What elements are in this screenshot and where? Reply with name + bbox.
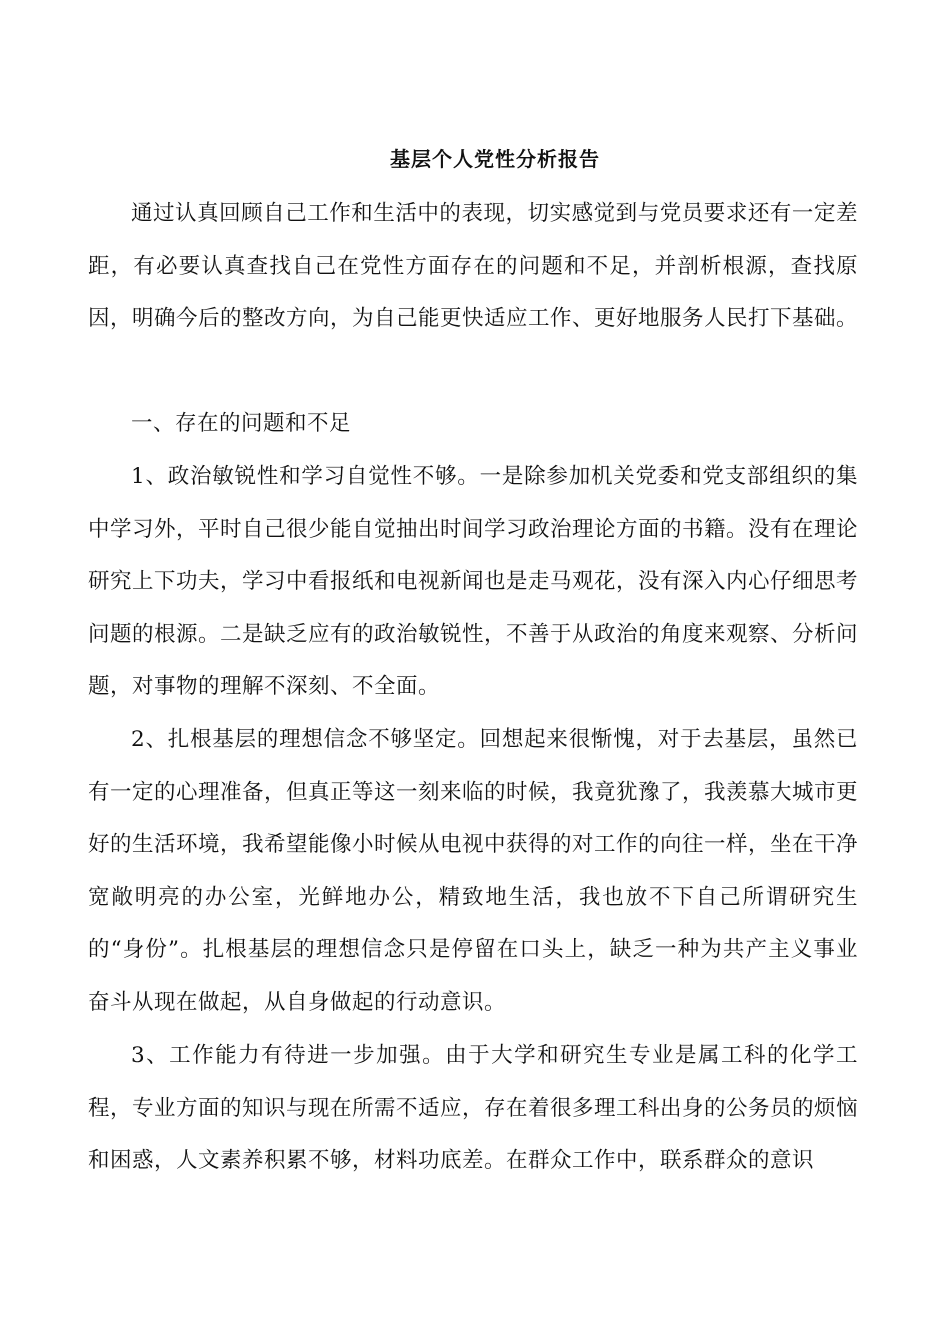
issue-paragraph-2: 2、扎根基层的理想信念不够坚定。回想起来很惭愧，对于去基层，虽然已有一定的心理准备，但真正等这一刻来临的时候，我竟犹豫了，我羡慕大城市更好的生活环境，我希望能像小时候从电视中获得的对工作的向往一样，坐在干净宽敞明亮的办公室，光鲜地办公，精致地生活，我也放不下自己所谓研究生的“身份”。扎根基层的理想信念只是停留在口头上，缺乏一种为共产主义事业奋斗从现在做起，从自身做起的行动意识。 [88, 727, 859, 1015]
intro-paragraph: 通过认真回顾自己工作和生活中的表现，切实感觉到与党员要求还有一定差距，有必要认真查找自己在党性方面存在的问题和不足，并剖析根源，查找原因，明确今后的整改方向，为自己能更快适应工作、更好地服务人民打下基础。 [88, 201, 859, 332]
issue-paragraph-3: 3、工作能力有待进一步加强。由于大学和研究生专业是属工科的化学工程，专业方面的知识与现在所需不适应，存在着很多理工科出身的公务员的烦恼和困惑，人文素养积累不够，材料功底差。在群众工作中，联系群众的意识 [88, 1043, 859, 1174]
section-heading: 一、存在的问题和不足 [131, 411, 352, 436]
issue-paragraph-1: 1、政治敏锐性和学习自觉性不够。一是除参加机关党委和党支部组织的集中学习外，平时自己很少能自觉抽出时间学习政治理论方面的书籍。没有在理论研究上下功夫，学习中看报纸和电视新闻也是走马观花，没有深入内心仔细思考问题的根源。二是缺乏应有的政治敏锐性，不善于从政治的角度来观察、分析问题，对事物的理解不深刻、不全面。 [88, 464, 859, 700]
document-title: 基层个人党性分析报告 [390, 147, 600, 171]
